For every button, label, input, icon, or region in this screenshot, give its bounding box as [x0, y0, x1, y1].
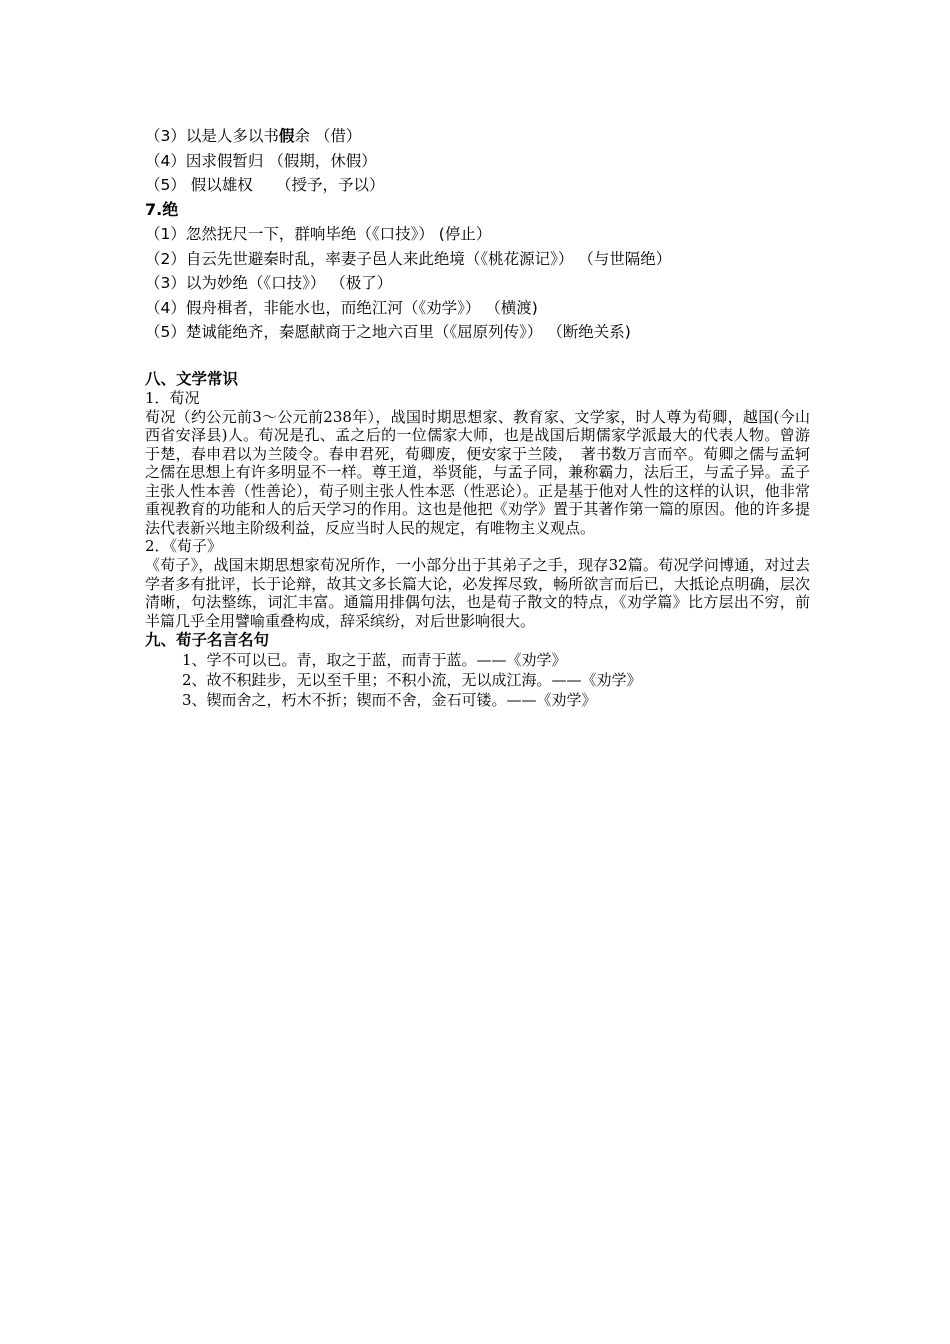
quote-item: 3、锲而舍之，朽木不折；锲而不舍，金石可镂。——《劝学》: [182, 691, 597, 709]
example-item: （5）楚诚能绝齐，秦愿献商于之地六百里（《屈原列传》） （断绝关系): [145, 323, 631, 341]
example-item: （3）以为妙绝（《口技》） （极了）: [145, 274, 393, 292]
spacer: [145, 345, 810, 369]
example-item: （4）因求假暂归 （假期，休假）: [145, 151, 377, 170]
paragraph: 荀况（约公元前3～公元前238年），战国时期思想家、教育家、文学家，时人尊为荀卿，越国(今山西省安泽县)人。荀况是孔、孟之后的一位儒家大师，也是战国后期儒家学派最大的代表人物。曾游于楚，春申君以为兰陵令。春申君死，荀卿废，便安家于兰陵， 著书数万言而卒。荀卿之儒与孟轲之儒在思想上有许多明显不一样。尊王道，举贤能，与孟子同，兼称霸力，法后王，与孟子异。孟子主张人性本善（性善论），荀子则主张人性本恶（性恶论）。正是基于他对人性的这样的认识，他非常重视教育的功能和人的后天学习的作用。这也是他把《劝学》置于其著作第一篇的原因。他的许多提法代表新兴地主阶级利益，反应当时人民的规定，有唯物主义观点。: [145, 407, 810, 537]
character-heading: 7.绝: [145, 199, 179, 219]
subsection-title: 1．荀况: [145, 388, 200, 407]
example-item: （4）假舟楫者，非能水也，而绝江河（《劝学》） （横渡): [145, 298, 538, 317]
section-heading: 八、文学常识: [145, 369, 239, 388]
highlighted-character: 假: [278, 127, 295, 145]
document-content: [145, 124, 810, 710]
example-item: （1）忽然抚尺一下，群响毕绝（《口技》） (停止）: [145, 225, 492, 243]
quote-item: 2、故不积跬步，无以至千里；不积小流，无以成江海。——《劝学》: [182, 671, 642, 689]
subsection-title: 2．《荀子》: [145, 537, 223, 555]
example-item: （5） 假以雄权 （授予，予以）: [145, 176, 385, 194]
example-item: （2）自云先世避秦时乱，率妻子邑人来此绝境（《桃花源记》） （与世隔绝）: [145, 249, 672, 268]
example-item: （3）以是人多以书假余 （借）: [145, 127, 362, 145]
paragraph: 《荀子》，战国末期思想家荀况所作，一小部分出于其弟子之手，现存32篇。荀况学问博通，对过去学者多有批评，长于论辩，故其文多长篇大论，必发挥尽致，畅所欲言而后已，大抵论点明确，层次清晰，句法整练，词汇丰富。通篇用排偶句法，也是荀子散文的特点，《劝学篇》比方层出不穷，前半篇几乎全用譬喻重叠构成，辞采缤纷，对后世影响很大。: [145, 556, 810, 630]
quote-item: 1、学不可以已。青，取之于蓝，而青于蓝。——《劝学》: [182, 651, 567, 669]
section-heading: 九、荀子名言名句: [145, 631, 270, 649]
